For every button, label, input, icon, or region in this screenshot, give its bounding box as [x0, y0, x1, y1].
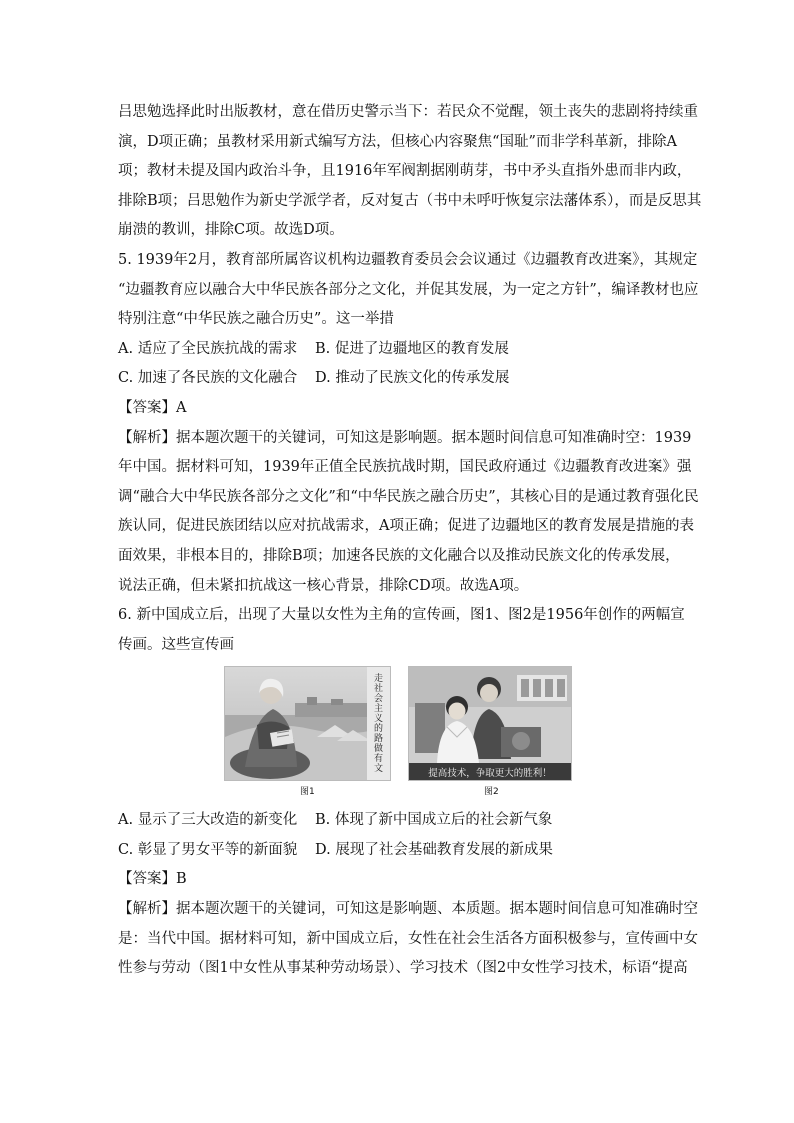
- option-b: B. 体现了新中国成立后的社会新气象: [315, 812, 553, 829]
- options-row: [118, 836, 678, 866]
- text-line: 族认同，促进民族团结以应对抗战需求，A项正确；促进了边疆地区的教育发展是措施的表: [118, 518, 694, 535]
- document-body: [118, 98, 702, 984]
- poster-women-factory-illustration: [408, 666, 572, 781]
- analysis-paragraph: [118, 424, 699, 602]
- question-5: [118, 246, 699, 601]
- option-b: B. 促进了边疆地区的教育发展: [315, 340, 509, 357]
- text-line: 【解析】据本题次题干的关键词，可知这是影响题。据本题时间信息可知准确时空：1939: [118, 429, 692, 446]
- figure-row: [118, 660, 678, 806]
- text-line: 调“融合大中华民族各部分之文化”和“中华民族之融合历史”，其核心目的是通过教育强化民: [118, 488, 699, 505]
- text-line: 年中国。据材料可知，1939年正值全民族抗战时期，国民政府通过《边疆教育改进案》强: [118, 459, 692, 476]
- svg-text:的: 的: [373, 724, 384, 735]
- question-stem-line: 6. 新中国成立后，出现了大量以女性为主角的宣传画，图1、图2是1956年创作的两幅宣: [118, 607, 685, 624]
- answer-label: 【答案】A: [118, 399, 187, 416]
- option-d: D. 展现了社会基础教育发展的新成果: [315, 841, 553, 858]
- text-line: 性参与劳动（图1中女性从事某种劳动场景）、学习技术（图2中女性学习技术，标语“提高: [118, 960, 688, 977]
- text-line: 吕思勉选择此时出版教材，意在借历史警示当下：若民众不觉醒，领土丧失的悲剧将持续重: [118, 104, 698, 120]
- text-line: 是：当代中国。据材料可知，新中国成立后，女性在社会生活各方面积极参与，宣传画中女: [118, 930, 698, 947]
- svg-text:义: 义: [373, 714, 384, 725]
- svg-text:有: 有: [373, 754, 384, 765]
- svg-text:社: 社: [373, 684, 384, 695]
- poster-woman-farm-illustration: [224, 666, 391, 781]
- option-a: A. 适应了全民族抗战的需求: [118, 340, 298, 357]
- text-line: 【解析】据本题次题干的关键词，可知这是影响题、本质题。据本题时间信息可知准确时空: [118, 901, 698, 918]
- intro-paragraph: [118, 98, 702, 246]
- question-stem-line: 特别注意“中华民族之融合历史”。这一举措: [118, 311, 394, 328]
- question-stem-line: 5. 1939年2月，教育部所属咨议机构边疆教育委员会会议通过《边疆教育改进案》，其规定: [118, 251, 698, 268]
- text-line: 面效果，非根本目的，排除B项；加速各民族的文化融合以及推动民族文化的传承发展，: [118, 547, 680, 564]
- options-row: [118, 364, 678, 394]
- question-stem-line: “边疆教育应以融合大中华民族各部分之文化，并促其发展，为一定之方针”，编译教材也应: [118, 281, 699, 298]
- text-line: 排除B项；吕思勉作为新史学派学者，反对复古（书中未呼吁恢复宗法藩体系），而是反思其: [118, 192, 702, 209]
- poster-slogan: 提高技术，争取更大的胜利！: [428, 768, 552, 780]
- svg-text:走: 走: [373, 674, 384, 685]
- svg-text:做: 做: [373, 744, 384, 755]
- option-c: C. 彰显了男女平等的新面貌: [118, 841, 298, 858]
- figure-caption: 图2: [484, 787, 499, 798]
- option-c: C. 加速了各民族的文化融合: [118, 370, 298, 387]
- figure-caption: 图1: [300, 787, 315, 798]
- svg-text:主: 主: [373, 704, 384, 715]
- svg-text:文: 文: [373, 764, 384, 775]
- svg-text:路: 路: [373, 734, 384, 745]
- svg-text:会: 会: [373, 694, 384, 705]
- text-line: 项；教材未提及国内政治斗争，且1916年军阀割据刚萌芽，书中矛头直指外患而非内政，: [118, 163, 692, 180]
- answer-label: 【答案】B: [118, 871, 187, 888]
- options-row: [118, 335, 678, 365]
- question-6: [118, 601, 698, 984]
- option-a: A. 显示了三大改造的新变化: [118, 812, 298, 829]
- text-line: 演，D项正确；虽教材采用新式编写方法，但核心内容聚焦“国耻”而非学科革新，排除A: [118, 133, 677, 150]
- options-row: [118, 806, 678, 836]
- text-line: 说法正确，但未紧扣抗战这一核心背景，排除CD项。故选A项。: [118, 577, 529, 594]
- question-stem-line: 传画。这些宣传画: [118, 636, 234, 653]
- option-d: D. 推动了民族文化的传承发展: [315, 370, 510, 387]
- text-line: 崩溃的教训，排除C项。故选D项。: [118, 222, 344, 239]
- analysis-paragraph: [118, 895, 698, 984]
